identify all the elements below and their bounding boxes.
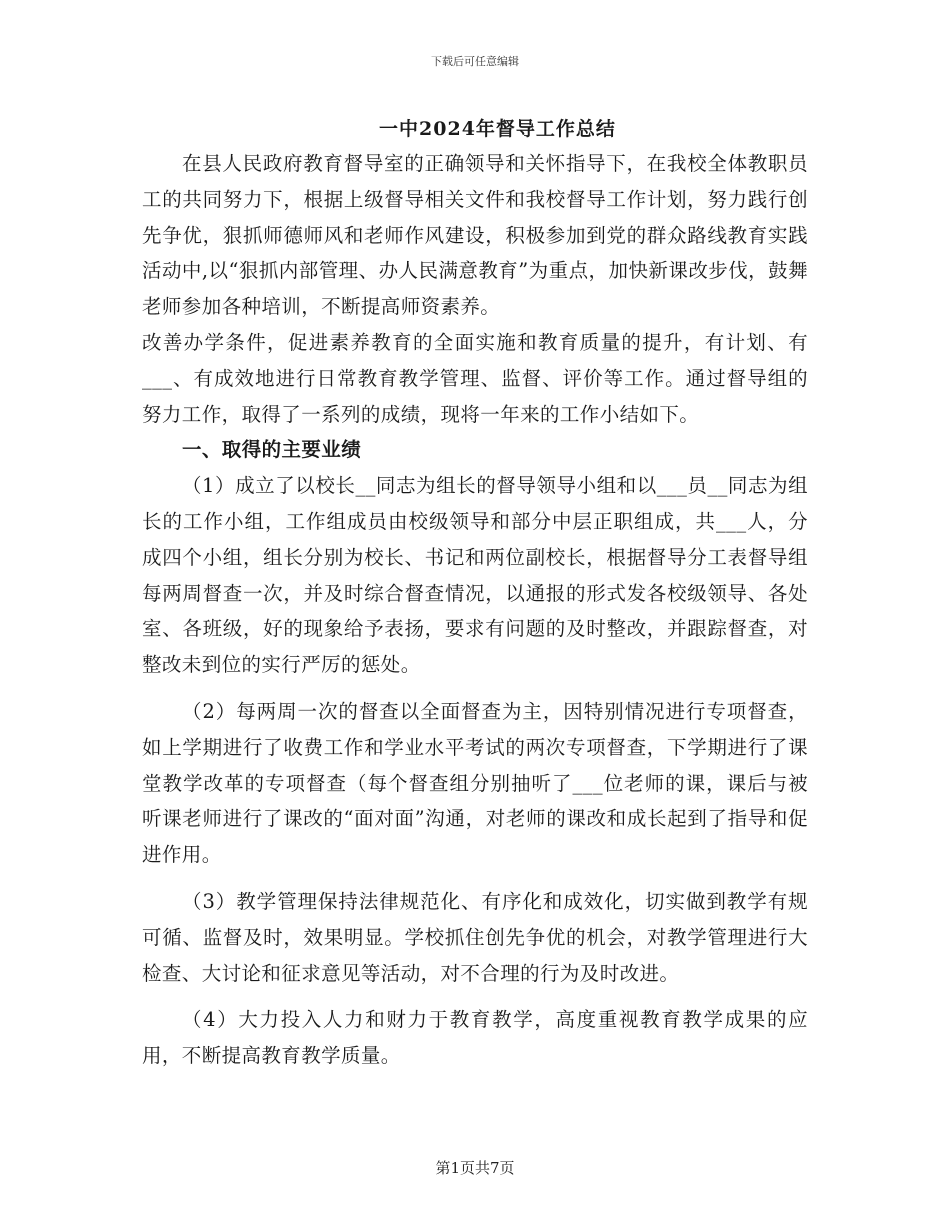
page-number: 第1页共7页 — [435, 1159, 515, 1177]
intro-paragraph: 在县人民政府教育督导室的正确领导和关怀指导下，在我校全体教职员工的共同努力下，根据上级督导相关文件和我校督导工作计划，努力践行创先争优，狠抓师德师风和老师作风建设，积极参加到党的群众路线教育实践活动中,以“狠抓内部管理、办人民满意教育”为重点，加快新课改步伐，鼓舞老师参加各种培训，不断提高师资素养。 — [142, 152, 808, 319]
intro-paragraph-continued: 改善办学条件，促进素养教育的全面实施和教育质量的提升，有计划、有___、有成效地进行日常教育教学管理、监督、评价等工作。通过督导组的努力工作，取得了一系列的成绩，现将一年来的工作小结如下。 — [142, 330, 808, 426]
list-item-2: （2）每两周一次的督查以全面督查为主，因特别情况进行专项督查，如上学期进行了收费工作和学业水平考试的两次专项督查，下学期进行了课堂教学改革的专项督查（每个督查组分别抽听了___位老师的课，课后与被听课老师进行了课改的“面对面”沟通，对老师的课改和成长起到了指导和促进作用。 — [142, 699, 808, 867]
list-item-4: （4）大力投入人力和财力于教育教学，高度重视教育教学成果的应用，不断提高教育教学质量。 — [142, 1008, 808, 1068]
document-body — [142, 146, 808, 1074]
section-heading: 一、取得的主要业绩 — [182, 438, 362, 462]
list-item-1: （1）成立了以校长__同志为组长的督导领导小组和以___员__同志为组长的工作小组，工作组成员由校级领导和部分中层正职组成，共___人，分成四个小组，组长分别为校长、书记和两位副校长，根据督导分工表督导组每两周督查一次，并及时综合督查情况，以通报的形式发各校级领导、各处室、各班级，好的现象给予表扬，要求有问题的及时整改，并跟踪督查，对整改未到位的实行严厉的惩处。 — [142, 474, 808, 677]
list-item-3: （3）教学管理保持法律规范化、有序化和成效化，切实做到教学有规可循、监督及时，效果明显。学校抓住创先争优的机会，对教学管理进行大检查、大讨论和征求意见等活动，对不合理的行为及时改进。 — [142, 889, 808, 985]
page-header-note: 下载后可任意编辑 — [431, 55, 519, 68]
document-title: 一中2024年督导工作总结 — [379, 118, 616, 140]
